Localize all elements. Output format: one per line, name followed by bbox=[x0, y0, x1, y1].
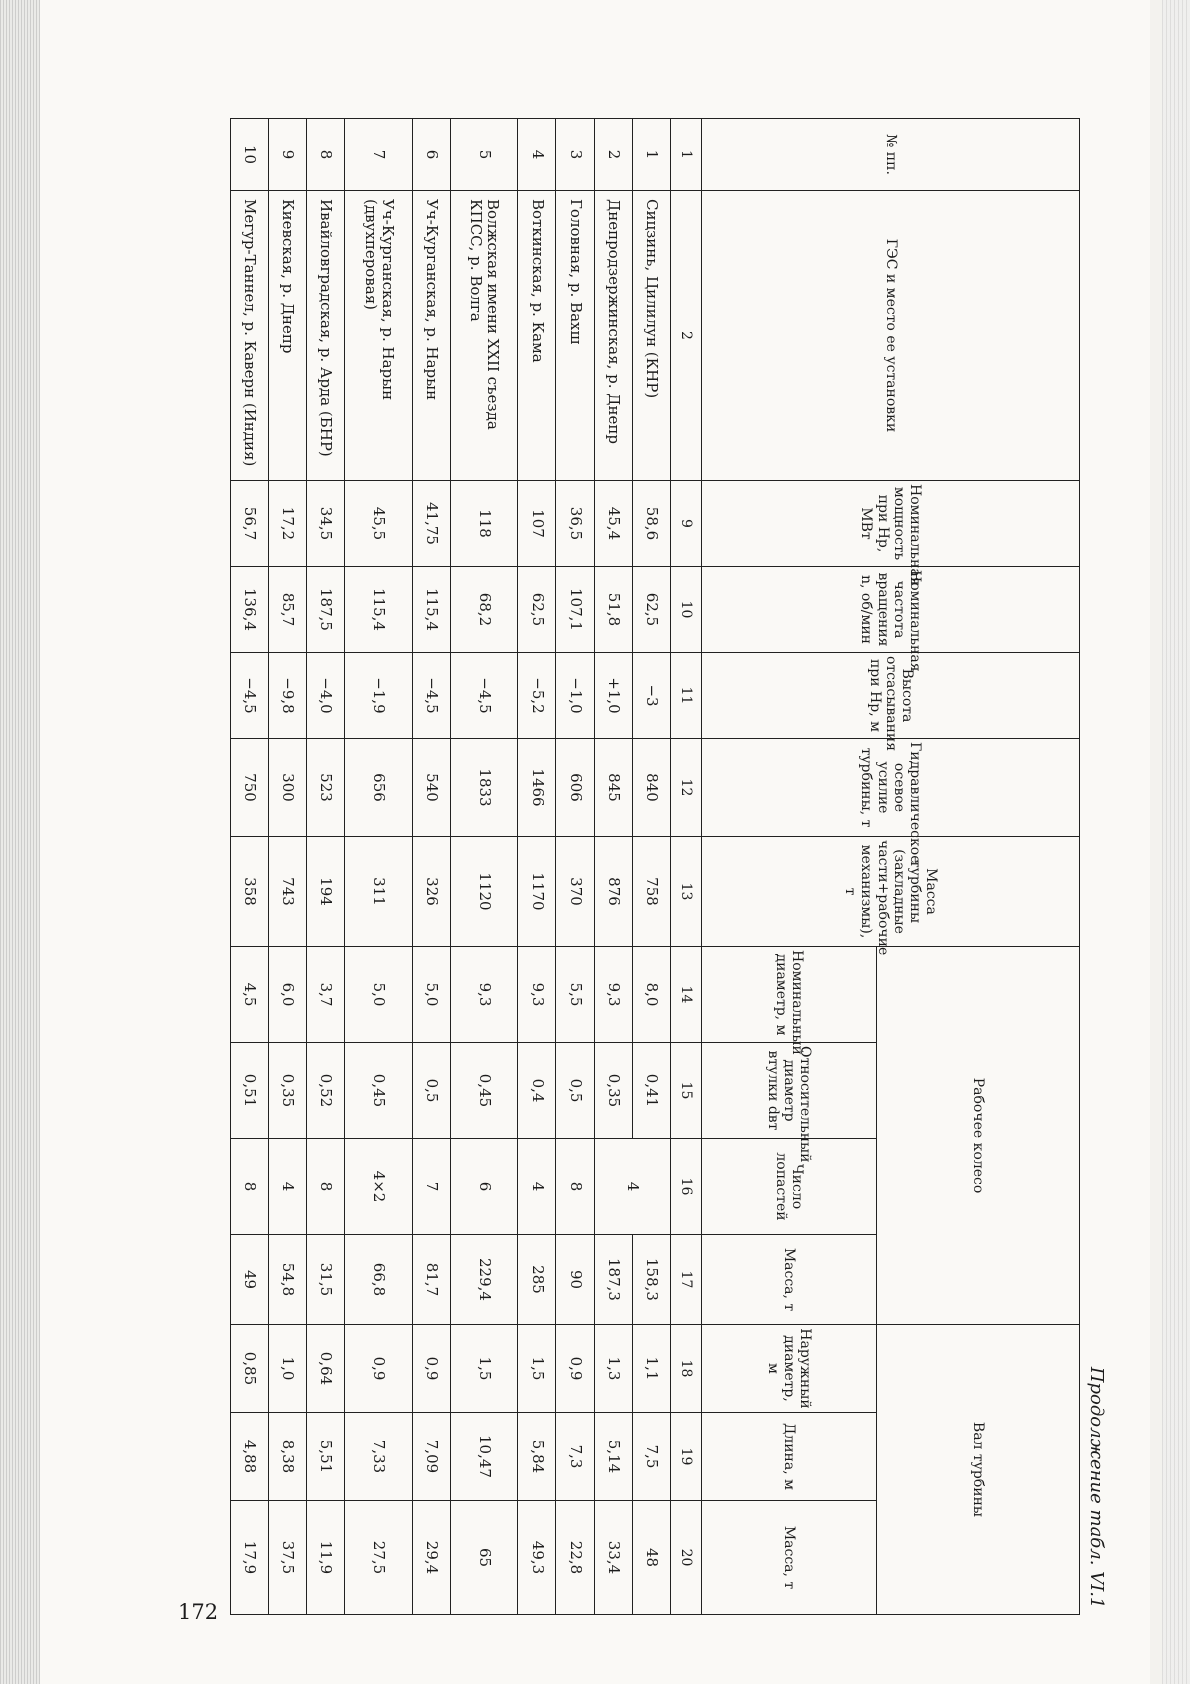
header-station: ГЭС и место ее установки bbox=[701, 191, 1080, 481]
table-cell: 5,0 bbox=[345, 947, 413, 1043]
table-cell: 10 bbox=[231, 119, 269, 191]
column-number: 17 bbox=[670, 1235, 701, 1325]
table-row bbox=[412, 119, 450, 1615]
page-number: 172 bbox=[178, 1600, 219, 1624]
station-name-cell: Ивайловградская, р. Арда (БНР) bbox=[307, 191, 345, 481]
column-number: 13 bbox=[670, 837, 701, 947]
table-cell: 22,8 bbox=[556, 1501, 594, 1615]
table-cell: 5,84 bbox=[518, 1413, 556, 1501]
table-row bbox=[345, 119, 413, 1615]
table-caption: Продолжение табл. VI.1 bbox=[1085, 1366, 1107, 1609]
table-row bbox=[594, 119, 632, 1615]
header-shaft-diameter: Наружный диаметр, м bbox=[701, 1325, 876, 1413]
table-cell: 2 bbox=[594, 119, 632, 191]
table-cell: 81,7 bbox=[412, 1235, 450, 1325]
header-runner-mass: Масса, т bbox=[701, 1235, 876, 1325]
table-cell: 0,5 bbox=[556, 1043, 594, 1139]
table-cell: 3 bbox=[556, 119, 594, 191]
table-row bbox=[518, 119, 556, 1615]
table-cell: 840 bbox=[632, 739, 670, 837]
column-number: 12 bbox=[670, 739, 701, 837]
table-cell: 49,3 bbox=[518, 1501, 556, 1615]
table-cell: 68,2 bbox=[450, 567, 518, 653]
table-cell: 85,7 bbox=[269, 567, 307, 653]
table-cell: 326 bbox=[412, 837, 450, 947]
header-power: Номинальная мощность при Hр, МВт bbox=[701, 481, 1080, 567]
header-group-shaft: Вал турбины bbox=[876, 1325, 1080, 1615]
table-cell: −4,5 bbox=[450, 653, 518, 739]
table-row bbox=[231, 119, 269, 1615]
table-cell: 876 bbox=[594, 837, 632, 947]
header-speed: Номинальная частота вращения n, об/мин bbox=[701, 567, 1080, 653]
table-cell: 0,41 bbox=[632, 1043, 670, 1139]
table-cell: 1,5 bbox=[450, 1325, 518, 1413]
table-cell: 5,51 bbox=[307, 1413, 345, 1501]
table-cell: 34,5 bbox=[307, 481, 345, 567]
table-cell: 229,4 bbox=[450, 1235, 518, 1325]
column-number: 15 bbox=[670, 1043, 701, 1139]
table-cell: 1170 bbox=[518, 837, 556, 947]
station-name-cell: Головная, р. Вахш bbox=[556, 191, 594, 481]
table-cell: 7 bbox=[412, 1139, 450, 1235]
table-cell: 9,3 bbox=[594, 947, 632, 1043]
table-cell: −5,2 bbox=[518, 653, 556, 739]
station-name-cell: Мегур-Таннел, р. Каверн (Индия) bbox=[231, 191, 269, 481]
table-cell: −1,0 bbox=[556, 653, 594, 739]
table-cell: 136,4 bbox=[231, 567, 269, 653]
table-cell: 7 bbox=[345, 119, 413, 191]
table-cell: 33,4 bbox=[594, 1501, 632, 1615]
table-cell: 743 bbox=[269, 837, 307, 947]
table-cell: 36,5 bbox=[556, 481, 594, 567]
table-row bbox=[269, 119, 307, 1615]
table-cell: 8 bbox=[307, 119, 345, 191]
table-cell: 118 bbox=[450, 481, 518, 567]
table-row bbox=[450, 119, 518, 1615]
table-cell: 54,8 bbox=[269, 1235, 307, 1325]
table-cell: 0,52 bbox=[307, 1043, 345, 1139]
table-cell: 4 bbox=[518, 119, 556, 191]
table-cell: 0,45 bbox=[345, 1043, 413, 1139]
table-cell: 51,8 bbox=[594, 567, 632, 653]
table-cell: −4,5 bbox=[412, 653, 450, 739]
table-cell: 187,3 bbox=[594, 1235, 632, 1325]
table-cell: 1,3 bbox=[594, 1325, 632, 1413]
table-cell: 6,0 bbox=[269, 947, 307, 1043]
table-cell: 285 bbox=[518, 1235, 556, 1325]
column-number: 19 bbox=[670, 1413, 701, 1501]
column-number: 9 bbox=[670, 481, 701, 567]
table-cell: 311 bbox=[345, 837, 413, 947]
rotated-table-container bbox=[200, 118, 1110, 1614]
table-cell: 17,2 bbox=[269, 481, 307, 567]
table-cell: 158,3 bbox=[632, 1235, 670, 1325]
table-cell: 4×2 bbox=[345, 1139, 413, 1235]
table-cell: 7,5 bbox=[632, 1413, 670, 1501]
table-cell: 45,4 bbox=[594, 481, 632, 567]
header-suction-height: Высота отсасывания при Hр, м bbox=[701, 653, 1080, 739]
table-cell: 1833 bbox=[450, 739, 518, 837]
column-number: 11 bbox=[670, 653, 701, 739]
table-cell: −3 bbox=[632, 653, 670, 739]
table-cell: 0,5 bbox=[412, 1043, 450, 1139]
table-cell: +1,0 bbox=[594, 653, 632, 739]
table-cell: 17,9 bbox=[231, 1501, 269, 1615]
table-cell: 370 bbox=[556, 837, 594, 947]
table-cell: 194 bbox=[307, 837, 345, 947]
table-body bbox=[231, 119, 671, 1615]
table-cell: 11,9 bbox=[307, 1501, 345, 1615]
table-cell: 0,4 bbox=[518, 1043, 556, 1139]
table-cell: 0,9 bbox=[556, 1325, 594, 1413]
column-number: 14 bbox=[670, 947, 701, 1043]
table-cell: 9,3 bbox=[518, 947, 556, 1043]
table-cell: 0,45 bbox=[450, 1043, 518, 1139]
table-cell: 37,5 bbox=[269, 1501, 307, 1615]
column-number: 2 bbox=[670, 191, 701, 481]
table-cell: 10,47 bbox=[450, 1413, 518, 1501]
table-cell: 90 bbox=[556, 1235, 594, 1325]
table-cell: 0,85 bbox=[231, 1325, 269, 1413]
table-cell: 115,4 bbox=[345, 567, 413, 653]
header-blade-count: Число лопастей bbox=[701, 1139, 876, 1235]
table-cell: 0,35 bbox=[269, 1043, 307, 1139]
table-cell: −4,5 bbox=[231, 653, 269, 739]
table-cell: 49 bbox=[231, 1235, 269, 1325]
table-cell: 4,88 bbox=[231, 1413, 269, 1501]
table-cell: 0,9 bbox=[412, 1325, 450, 1413]
table-cell: 41,75 bbox=[412, 481, 450, 567]
table-cell: 66,8 bbox=[345, 1235, 413, 1325]
table-cell: 45,5 bbox=[345, 481, 413, 567]
table-cell: 4 bbox=[594, 1139, 670, 1235]
table-cell: 58,6 bbox=[632, 481, 670, 567]
table-cell: 758 bbox=[632, 837, 670, 947]
table-cell: 9 bbox=[269, 119, 307, 191]
table-cell: 9,3 bbox=[450, 947, 518, 1043]
header-hub-ratio: Относительный диаметр втулки dвт bbox=[701, 1043, 876, 1139]
table-cell: 5 bbox=[450, 119, 518, 191]
table-cell: 115,4 bbox=[412, 567, 450, 653]
table-cell: 107,1 bbox=[556, 567, 594, 653]
table-cell: 187,5 bbox=[307, 567, 345, 653]
column-number: 20 bbox=[670, 1501, 701, 1615]
turbine-table bbox=[230, 118, 1110, 1615]
table-cell: 0,9 bbox=[345, 1325, 413, 1413]
table-cell: 5,0 bbox=[412, 947, 450, 1043]
table-cell: 3,7 bbox=[307, 947, 345, 1043]
table-cell: 7,3 bbox=[556, 1413, 594, 1501]
table-cell: 606 bbox=[556, 739, 594, 837]
table-row bbox=[307, 119, 345, 1615]
table-cell: 8 bbox=[307, 1139, 345, 1235]
table-row bbox=[556, 119, 594, 1615]
table-cell: 62,5 bbox=[632, 567, 670, 653]
header-runner-diameter: Номинальный диаметр, м bbox=[701, 947, 876, 1043]
table-cell: 8,0 bbox=[632, 947, 670, 1043]
table-cell: 0,51 bbox=[231, 1043, 269, 1139]
table-cell: 1,0 bbox=[269, 1325, 307, 1413]
page-edge-right bbox=[1162, 0, 1190, 1684]
table-cell: 8,38 bbox=[269, 1413, 307, 1501]
column-number-row bbox=[670, 119, 701, 1615]
table-cell: −9,8 bbox=[269, 653, 307, 739]
table-cell: 1,5 bbox=[518, 1325, 556, 1413]
station-name-cell: Днепродзержинская, р. Днепр bbox=[594, 191, 632, 481]
station-name-cell: Воткинская, р. Кама bbox=[518, 191, 556, 481]
table-cell: 358 bbox=[231, 837, 269, 947]
table-cell: 8 bbox=[231, 1139, 269, 1235]
station-name-cell: Уч-Курганская, р. Нарын (двухперовая) bbox=[345, 191, 413, 481]
table-row bbox=[632, 119, 670, 1615]
table-cell: 5,14 bbox=[594, 1413, 632, 1501]
table-cell: 540 bbox=[412, 739, 450, 837]
header-shaft-length: Длина, м bbox=[701, 1413, 876, 1501]
table-cell: 1120 bbox=[450, 837, 518, 947]
table-cell: 7,09 bbox=[412, 1413, 450, 1501]
table-cell: 656 bbox=[345, 739, 413, 837]
station-name-cell: Уч-Курганская, р. Нарын bbox=[412, 191, 450, 481]
table-cell: 523 bbox=[307, 739, 345, 837]
column-number: 16 bbox=[670, 1139, 701, 1235]
table-cell: 8 bbox=[556, 1139, 594, 1235]
station-name-cell: Киевская, р. Днепр bbox=[269, 191, 307, 481]
table-cell: 4,5 bbox=[231, 947, 269, 1043]
table-cell: 6 bbox=[450, 1139, 518, 1235]
table-cell: 1,1 bbox=[632, 1325, 670, 1413]
table-cell: 107 bbox=[518, 481, 556, 567]
header-axial-thrust: Гидравлическое осевое усилие турбины, т bbox=[701, 739, 1080, 837]
column-number: 1 bbox=[670, 119, 701, 191]
table-cell: 7,33 bbox=[345, 1413, 413, 1501]
table-cell: 48 bbox=[632, 1501, 670, 1615]
table-cell: 1 bbox=[632, 119, 670, 191]
table-cell: 300 bbox=[269, 739, 307, 837]
header-number: № пп. bbox=[701, 119, 1080, 191]
header-turbine-mass: Масса турбины (закладные части+рабочие механизмы), т bbox=[701, 837, 1080, 947]
table-cell: 6 bbox=[412, 119, 450, 191]
column-number: 18 bbox=[670, 1325, 701, 1413]
table-cell: −1,9 bbox=[345, 653, 413, 739]
table-cell: 31,5 bbox=[307, 1235, 345, 1325]
station-name-cell: Сицзинь, Цилилун (КНР) bbox=[632, 191, 670, 481]
table-cell: 56,7 bbox=[231, 481, 269, 567]
table-cell: 750 bbox=[231, 739, 269, 837]
table-cell: 0,35 bbox=[594, 1043, 632, 1139]
table-cell: 62,5 bbox=[518, 567, 556, 653]
station-name-cell: Волжская имени XXII съезда КПСС, р. Волга bbox=[450, 191, 518, 481]
table-cell: 0,64 bbox=[307, 1325, 345, 1413]
header-group-runner: Рабочее колесо bbox=[876, 947, 1080, 1325]
page-edge-left bbox=[0, 0, 40, 1684]
table-cell: 65 bbox=[450, 1501, 518, 1615]
table-cell: 5,5 bbox=[556, 947, 594, 1043]
table-cell: 4 bbox=[269, 1139, 307, 1235]
header-shaft-mass: Масса, т bbox=[701, 1501, 876, 1615]
table-cell: 4 bbox=[518, 1139, 556, 1235]
table-cell: 29,4 bbox=[412, 1501, 450, 1615]
table-cell: 845 bbox=[594, 739, 632, 837]
table-cell: 1466 bbox=[518, 739, 556, 837]
column-number: 10 bbox=[670, 567, 701, 653]
table-cell: −4,0 bbox=[307, 653, 345, 739]
table-cell: 27,5 bbox=[345, 1501, 413, 1615]
